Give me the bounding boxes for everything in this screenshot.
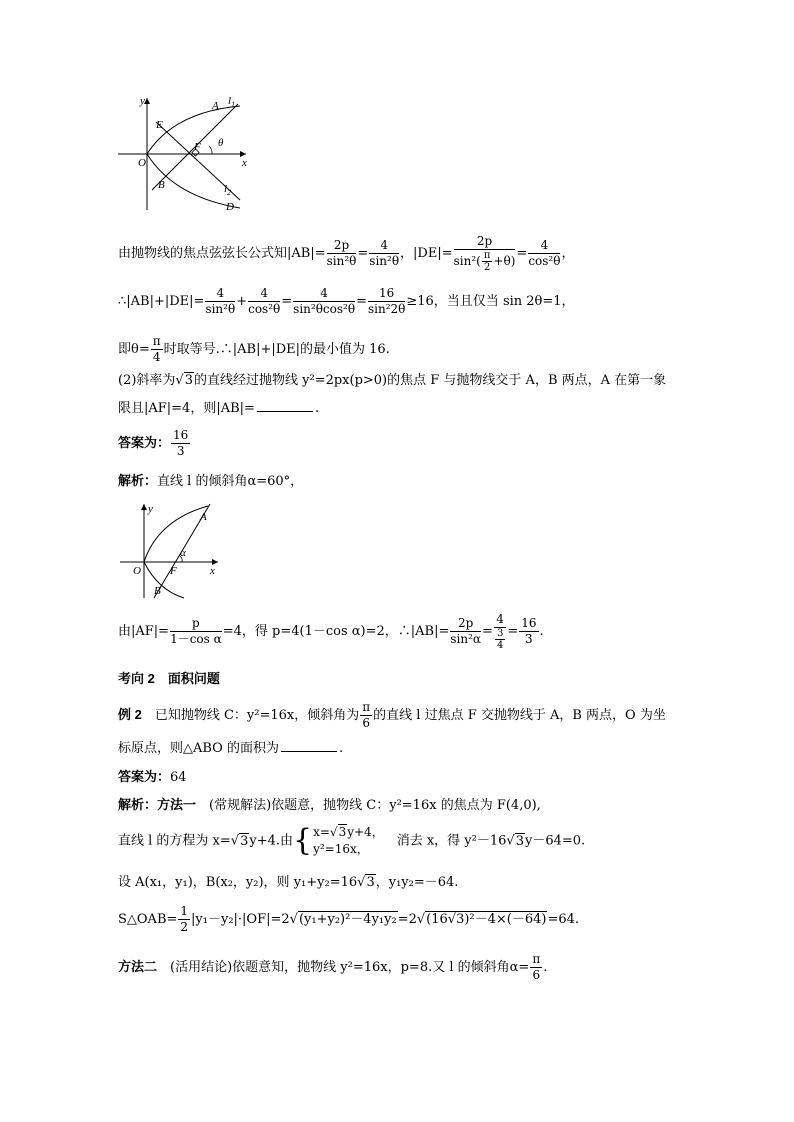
fraction: $\frac{4}{\text{sin²θ}}$ <box>205 286 236 316</box>
fraction: $\frac{2p}{\text{sin²α}}$ <box>450 616 482 646</box>
fraction: $\frac{\pi}{6}$ <box>362 700 371 730</box>
section-heading: 考向 2 面积问题 <box>118 671 220 686</box>
fig1-label-l1: $l_1$ <box>228 95 236 109</box>
parabola-figure-2 <box>118 500 224 600</box>
example-2-line-2: 标原点，则△ABO 的面积为 . <box>118 741 344 756</box>
text-line-3: 即θ= $\frac{\pi}{4}$ 时取等号.∴|AB|+|DE|的最小值为 16. <box>118 334 390 364</box>
fig2-label-f: F <box>170 565 177 577</box>
fig2-label-a: A <box>200 511 207 523</box>
parabola-figure-1 <box>114 92 254 214</box>
method-1-line-1: 解析：方法一 (常规解法)依题意，抛物线 C：y²=16x 的焦点为 F(4,0), <box>118 797 541 813</box>
fig1-label-a: A <box>212 100 219 112</box>
fraction: $\frac{\pi}{4}$ <box>152 334 161 364</box>
text-line-6: 由|AF|= $\frac{p}{\text{1－cos α}}$ =4，得 p=4(1－cos α)=2，∴|AB|= $\frac{2p}{\text{sin²α}}$ = 4 3 4 = $\frac{16}{3}$ . <box>118 612 544 651</box>
fraction: $\frac{1}{2}$ <box>180 904 189 934</box>
answer-2: 答案为：64 <box>118 769 187 785</box>
fig1-label-l2: $l_2$ <box>224 183 232 197</box>
fig1-label-d: D <box>226 201 234 213</box>
answer-1: 答案为： $\frac{16}{3}$ <box>118 428 189 458</box>
fraction: $\frac{4}{\text{cos²θ}}$ <box>528 238 561 268</box>
fig2-label-x: x <box>210 565 215 577</box>
fig1-label-f: F <box>194 141 201 153</box>
text-line-5: 限且|AF|=4，则|AB|= . <box>118 401 320 416</box>
fraction: $\frac{16}{3}$ <box>173 428 189 458</box>
answer-blank <box>257 411 313 412</box>
fraction: $\frac{\pi}{6}$ <box>532 952 541 982</box>
fig1-label-x: x <box>242 157 247 169</box>
fig1-label-y: y <box>140 95 145 107</box>
fraction: $\frac{2p}{\text{sin²θ}}$ <box>326 238 357 268</box>
method-1-line-4: S△OAB= $\frac{1}{2}$ |y₁－y₂|·|OF|=2√(y₁+y₂)²－4y₁y₂=2√(16√3)²－4×(－64)=64. <box>118 904 580 934</box>
text-line-2: ∴|AB|+|DE|= $\frac{4}{\text{sin²θ}}$ + $\frac{4}{\text{cos²θ}}$ = $\frac{4}{\text{sin²θcos²θ}}$ = $\frac{16}{\text{sin²2θ}}$ ≥16，当且仅当 sin 2θ=1， <box>118 286 575 316</box>
equation-system: x=√3y+4， y²=16x， <box>313 825 384 856</box>
fraction: 4 3 4 <box>494 612 506 651</box>
fig1-label-o: O <box>138 157 146 169</box>
method-1-line-3: 设 A(x₁，y₁)，B(x₂，y₂)，则 y₁+y₂=16√3，y₁y₂=－64. <box>118 875 459 890</box>
fig2-label-y: y <box>148 503 153 515</box>
method-1-line-2: 直线 l 的方程为 x=√3y+4.由{ x=√3y+4， y²=16x， 消去 x，得 y²－16√3y－64=0. <box>118 823 586 858</box>
text-line-4: (2)斜率为√3的直线经过抛物线 y²=2px(p>0)的焦点 F 与抛物线交于 A，B 两点，A 在第一象 <box>118 373 667 388</box>
answer-blank <box>281 751 337 752</box>
fraction: $\frac{4}{\text{sin²θ}}$ <box>369 238 400 268</box>
analysis-1: 解析：直线 l 的倾斜角α=60°， <box>118 473 304 489</box>
method-2-line: 方法二 (活用结论)依题意知，抛物线 y²=16x，p=8.又 l 的倾斜角α= $\frac{\pi}{6}$ . <box>118 952 548 982</box>
fraction: $\frac{4}{\text{sin²θcos²θ}}$ <box>293 286 356 316</box>
fig2-label-o: O <box>133 565 141 577</box>
fig1-label-b: B <box>158 179 165 191</box>
fig1-label-e: E <box>156 119 163 131</box>
fraction: 2p sin²( $\frac{\pi}{2}$ +θ) <box>453 234 516 273</box>
text-line-1: 由抛物线的焦点弦弦长公式知|AB|= $\frac{2p}{\text{sin²θ}}$ = $\frac{4}{\text{sin²θ}}$ ，|DE|= 2p sin²( $\frac{\pi}{2}$ +θ) = $\frac{4}{\text{cos²θ}}$ ， <box>118 234 575 273</box>
fig2-label-b: B <box>154 585 161 597</box>
fraction: $\frac{4}{\text{cos²θ}}$ <box>248 286 281 316</box>
fraction: $\frac{16}{\text{sin²2θ}}$ <box>367 286 406 316</box>
example-2-line-1: 例 2 已知抛物线 C：y²=16x，倾斜角为 $\frac{\pi}{6}$ 的直线 l 过焦点 F 交抛物线于 A，B 两点，O 为坐 <box>118 700 666 730</box>
fraction: $\frac{p}{\text{1－cos α}}$ <box>170 616 222 646</box>
fig1-label-theta: θ <box>218 137 224 149</box>
fig2-label-alpha: α <box>180 547 186 559</box>
fraction: $\frac{16}{3}$ <box>521 616 537 646</box>
